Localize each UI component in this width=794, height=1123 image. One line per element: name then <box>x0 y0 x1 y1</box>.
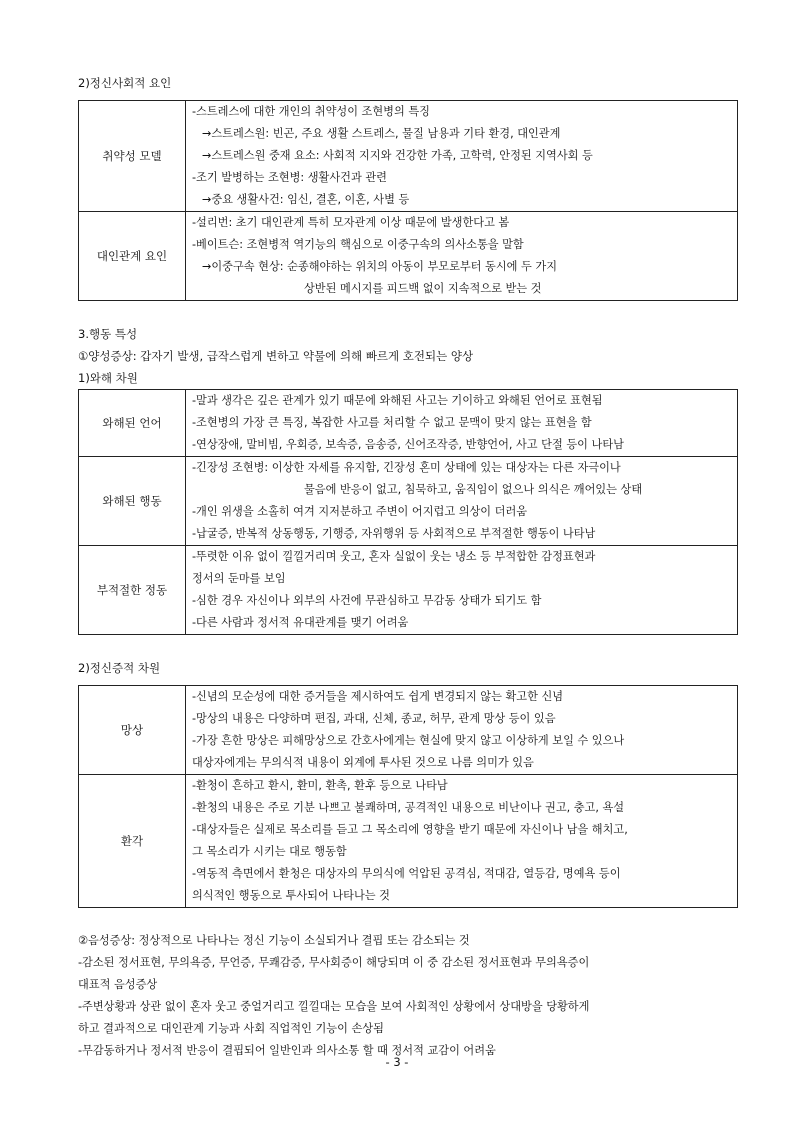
document-page <box>78 72 738 1062</box>
content-line: -스트레스에 대한 개인의 취약성이 조현병의 특징 <box>192 105 430 118</box>
disorganization-table <box>78 389 738 635</box>
content-line: -망상의 내용은 다양하며 편집, 과대, 신체, 종교, 허무, 관계 망상 등이 있음 <box>192 712 556 725</box>
row-content <box>186 546 738 635</box>
table-row <box>79 686 738 775</box>
content-line: -가장 흔한 망상은 피해망상으로 간호사에게는 현실에 맞지 않고 이상하게 보일 수 있으나 <box>192 734 625 747</box>
table-row <box>79 775 738 908</box>
content-line: →이중구속 현상: 순종해야하는 위치의 아동이 부모로부터 동시에 두 가지 <box>202 260 558 273</box>
content-line: -신념의 모순성에 대한 증거들을 제시하여도 쉽게 변경되지 않는 확고한 신념 <box>192 690 564 703</box>
content-line: -말과 생각은 깊은 관계가 있기 때문에 와해된 사고는 기이하고 와해된 언어로 표현됨 <box>192 394 603 407</box>
content-line: -환청의 내용은 주로 기분 나쁘고 불쾌하며, 공격적인 내용으로 비난이나 권고, 충고, 욕설 <box>192 801 625 814</box>
table-row <box>79 457 738 546</box>
page-number: - 3 - <box>385 1055 409 1069</box>
paragraph-line: -주변상황과 상관 없이 혼자 웃고 중얼거리고 낄낄대는 모습을 보여 사회적인 상황에서 상대방을 당황하게 <box>78 1000 590 1013</box>
row-content <box>186 390 738 457</box>
table-row <box>79 390 738 457</box>
content-line: -긴장성 조현병: 이상한 자세를 유지함, 긴장성 혼미 상태에 있는 대상자는 다른 자극이나 <box>192 461 621 474</box>
row-label: 취약성 모델 <box>79 101 186 212</box>
content-line: →스트레스원: 빈곤, 주요 생활 스트레스, 물질 남용과 기타 환경, 대인관계 <box>202 127 561 140</box>
content-line: →중요 생활사건: 임신, 결혼, 이혼, 사별 등 <box>202 193 410 206</box>
content-line: 물음에 반응이 없고, 침묵하고, 움직임이 없으나 의식은 깨어있는 상태 <box>304 483 643 496</box>
table-row <box>79 212 738 301</box>
row-content <box>186 101 738 212</box>
content-line: -심한 경우 자신이나 외부의 사건에 무관심하고 무감동 상태가 되기도 함 <box>192 594 542 607</box>
content-line: 상반된 메시지를 피드백 없이 지속적으로 받는 것 <box>304 282 542 295</box>
content-line: -설리번: 초기 대인관계 특히 모자관계 이상 때문에 발생한다고 봄 <box>192 216 510 229</box>
content-line: -환청이 흔하고 환시, 환미, 환촉, 환후 등으로 나타남 <box>192 779 448 792</box>
subsection-heading: 1)와해 차원 <box>78 371 138 385</box>
row-label: 망상 <box>79 686 186 775</box>
section-heading: 2)정신사회적 요인 <box>78 76 172 90</box>
row-content <box>186 686 738 775</box>
psychosocial-table <box>78 100 738 301</box>
content-line: -역동적 측면에서 환청은 대상자의 무의식에 억압된 공격심, 적대감, 열등감, 명예욕 등이 <box>192 867 621 880</box>
table-row <box>79 546 738 635</box>
row-content <box>186 457 738 546</box>
paragraph-line: 하고 결과적으로 대인관계 기능과 사회 직업적인 기능이 손상됨 <box>78 1022 384 1035</box>
row-label: 환각 <box>79 775 186 908</box>
content-line: -납굴증, 반복적 상동행동, 기행증, 자위행위 등 사회적으로 부적절한 행동이 나타남 <box>192 527 596 540</box>
psychotic-table <box>78 685 738 908</box>
content-line: -개인 위생을 소홀히 여겨 지저분하고 주변이 어지럽고 의상이 더러움 <box>192 505 528 518</box>
positive-symptoms-intro: ①양성증상: 갑자기 발생, 급작스럽게 변하고 약물에 의해 빠르게 호전되는 양상 <box>78 349 474 363</box>
subsection-heading: 2)정신증적 차원 <box>78 661 161 675</box>
content-line: 정서의 둔마를 보임 <box>192 572 286 585</box>
content-line: -베이트슨: 조현병적 역기능의 핵심으로 이중구속의 의사소통을 말함 <box>192 238 524 251</box>
paragraph-line: -무감동하거나 정서적 반응이 결핍되어 일반인과 의사소통 할 때 정서적 교감이 어려움 <box>78 1044 496 1057</box>
row-label: 와해된 행동 <box>79 457 186 546</box>
content-line: -조현병의 가장 큰 특징, 복잡한 사고를 처리할 수 없고 문맥이 맞지 않는 표현을 함 <box>192 416 592 429</box>
paragraph-line: -감소된 정서표현, 무의욕증, 무언증, 무쾌감증, 무사회증이 해당되며 이 중 감소된 정서표현과 무의욕증이 <box>78 956 590 969</box>
content-line: -대상자들은 실제로 목소리를 듣고 그 목소리에 영향을 받기 때문에 자신이나 남을 해치고, <box>192 823 628 836</box>
row-content <box>186 775 738 908</box>
section-heading: 3.행동 특성 <box>78 327 138 341</box>
paragraph-line: 대표적 음성증상 <box>78 978 158 991</box>
content-line: -다른 사람과 정서적 유대관계를 맺기 어려움 <box>192 616 409 629</box>
row-content <box>186 212 738 301</box>
negative-symptoms-section <box>78 930 738 1062</box>
content-line: 의식적인 행동으로 투사되어 나타나는 것 <box>192 889 390 902</box>
row-label: 와해된 언어 <box>79 390 186 457</box>
content-line: 그 목소리가 시키는 대로 행동함 <box>192 845 347 858</box>
content-line: -연상장애, 말비빔, 우회증, 보속증, 음송증, 신어조작증, 반향언어, 사고 단절 등이 나타남 <box>192 438 624 451</box>
content-line: →스트레스원 중재 요소: 사회적 지지와 건강한 가족, 고학력, 안정된 지역사회 등 <box>202 149 593 162</box>
content-line: 대상자에게는 무의식적 내용이 외계에 투사된 것으로 나름 의미가 있음 <box>192 756 534 769</box>
row-label: 대인관계 요인 <box>79 212 186 301</box>
row-label: 부적절한 정동 <box>79 546 186 635</box>
table-row <box>79 101 738 212</box>
content-line: -조기 발병하는 조현병: 생활사건과 관련 <box>192 171 387 184</box>
content-line: -뚜렷한 이유 없이 낄낄거리며 웃고, 혼자 실없이 웃는 냉소 등 부적합한 감정표현과 <box>192 550 596 563</box>
negative-symptoms-intro: ②음성증상: 정상적으로 나타나는 정신 기능이 소실되거나 결핍 또는 감소되는 것 <box>78 934 470 947</box>
